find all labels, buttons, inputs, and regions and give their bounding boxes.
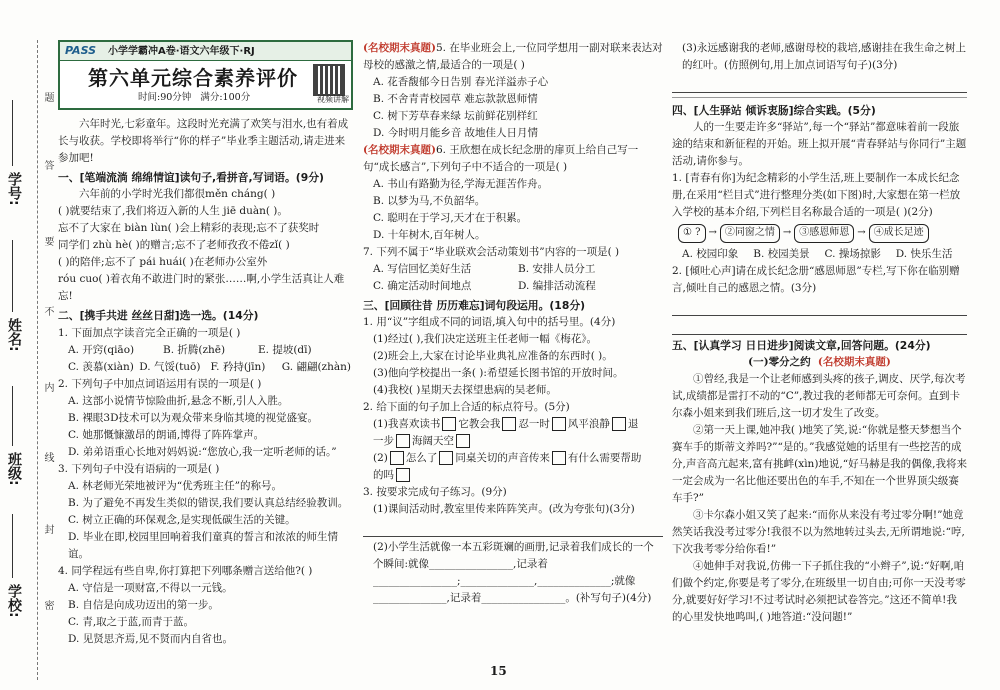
- option[interactable]: B. 裸眼3D技术可以为观众带来身临其境的视觉盛宴。: [68, 411, 318, 424]
- series-label: 小学学霸冲A卷·语文六年级下·RJ: [108, 46, 255, 57]
- fill-item[interactable]: (3)他向学校提出一条( ):希望延长图书馆的开放时间。: [373, 367, 624, 380]
- binding-char: 内: [42, 382, 53, 392]
- option[interactable]: D. 弟弟语重心长地对妈妈说:“您放心,我一定听老师的话。”: [68, 445, 337, 458]
- option-row: [58, 359, 353, 376]
- question: 1. 下面加点字读音完全正确的一项是( ): [58, 326, 241, 339]
- punctuation-line: (2) 怎么了 同桌关切的声音传来 有什么需要帮助: [373, 452, 642, 465]
- column-left: [58, 40, 353, 648]
- fill-item[interactable]: (4)我校( )星期天去探望患病的吴老师。: [373, 384, 557, 397]
- option[interactable]: D. 毕业在即,校园里回响着我们童真的誓言和浓浓的师生情谊。: [68, 530, 339, 560]
- section-5-title: 五、[认真学习 日日进步]阅读文章,回答问题。(24分): [672, 338, 931, 352]
- punct-box[interactable]: [456, 434, 470, 448]
- option[interactable]: D. 十年树木,百年树人。: [373, 229, 486, 241]
- arrow-right-icon: →: [708, 227, 717, 239]
- binding-char: 题: [42, 92, 53, 102]
- option[interactable]: C. 确定活动时间地点: [373, 280, 472, 292]
- section-4-title: 四、[人生驿站 倾诉衷肠]综合实践。(5分): [672, 104, 876, 117]
- option-row: [363, 278, 663, 295]
- flow-node: ②同窗之情: [720, 224, 780, 242]
- question: 1. [青春有你]为纪念精彩的小学生活,班上要制作一本成长纪念册,在采用“栏目式”进行整理分类(如下图)时,大家想在第一栏放入学校的基本介绍,下列栏目名称最合适的一项是( )(2分): [672, 172, 961, 219]
- arrow-right-icon: →: [782, 227, 792, 239]
- option[interactable]: C. 操场掠影: [824, 247, 881, 260]
- cut-line: [37, 40, 38, 680]
- flow-node: ④成长足迹: [869, 224, 929, 242]
- option[interactable]: D. 今时明月能乡音 故地佳人日月情: [373, 127, 539, 139]
- option[interactable]: C. 羡慕(xiàn): [68, 360, 134, 373]
- option[interactable]: A. 花香馥郁今日告别 春光洋溢赤子心: [373, 76, 549, 88]
- question: 2. [倾吐心声]请在成长纪念册“感恩师恩”专栏,写下你在临别赠言,倾吐自己的感恩之情。(3分): [672, 264, 960, 294]
- punct-box[interactable]: [396, 434, 410, 448]
- binding-char: 答: [42, 160, 53, 170]
- option[interactable]: E. 提坡(dī): [258, 343, 312, 356]
- option[interactable]: D. 气馁(tuō): [139, 360, 201, 373]
- passage-paragraph: ②第一天上课,她冲我( )地笑了笑,说:“你就是整天梦想当个赛车手的斯蒂文养吗?”“是的。”我感觉她的话里有一些挖苦的成分,声音高亢起来,富有挑衅(xìn)地说,“好马赫是我的偶像,我将来一定会成为一名比他还要出色的车手,不知在一个世界顶尖级赛车手?”: [672, 424, 967, 505]
- section-2-title: 二、[携手共进 丝丝日甜]选一选。(14分): [58, 309, 259, 323]
- section-4-intro: 人的一生要走许多“驿站”,每一个“驿站”都意味着前一段旅途的结束和新征程的开始。班上拟开展“青春驿站与你同行”主题活动,请你参与。: [672, 121, 967, 168]
- question: (名校期末真题)6. 王欣想在成长纪念册的扉页上给自己写一句“成长感言”,下列句子中不适合的一项是( ): [363, 144, 639, 173]
- column-flowchart: [672, 224, 967, 242]
- sentence-task: (3)永远感谢我的老师,感谢母校的栽培,感谢挂在我生命之树上的红叶。(仿照例句,用上加点词语写句子)(3分): [682, 42, 967, 71]
- qr-code-icon[interactable]: [313, 64, 345, 96]
- option[interactable]: B. 为了避免不再发生类似的错误,我们要认真总结经验教训。: [68, 496, 349, 509]
- student-name-label: 姓名:: [6, 318, 22, 352]
- source-tag: (名校期末真题): [363, 144, 436, 156]
- option[interactable]: A. 林老师光荣地被评为“优秀班主任”的称号。: [68, 479, 282, 492]
- option[interactable]: C. 青,取之于蓝,而青于蓝。: [68, 615, 195, 628]
- option[interactable]: B. 校园美景: [753, 247, 810, 260]
- source-tag: (名校期末真题): [363, 42, 436, 54]
- pinyin-line: róu cuo( )着衣角不敢进门时的紧张……啊,小学生活真让人难忘!: [58, 273, 345, 303]
- question: 3. 按要求完成句子练习。(9分): [363, 486, 507, 499]
- sentence-task[interactable]: (2)小学生活就像一本五彩斑斓的画册,记录着我们成长的一个个瞬间:就像________________,记录着________________;______________,______________;就像______________,记录着________________。(补写句子)(4分): [373, 541, 654, 605]
- school-line[interactable]: [12, 514, 13, 578]
- school-label: 学校:: [6, 584, 22, 618]
- question: 2. 下列句子中加点词语运用有误的一项是( ): [58, 377, 262, 390]
- punct-box[interactable]: [502, 417, 516, 431]
- question: 7. 下列不属于“毕业联欢会活动策划书”内容的一项是( ): [363, 246, 620, 258]
- class-line[interactable]: [12, 386, 13, 446]
- question: 2. 给下面的句子加上合适的标点符号。(5分): [363, 401, 570, 414]
- column-middle: [363, 40, 663, 607]
- answer-line[interactable]: [363, 520, 663, 537]
- option[interactable]: B. 自信是向成功迈出的第一步。: [68, 598, 219, 611]
- title-banner: [58, 40, 353, 110]
- passage-paragraph: ③卡尔森小姐又笑了起来:“而你从来没有考过零分啊!”她竟然笑话我没考过零分!我很不以为然地转过头去,无所谓地说:“哼,下次我考零分给你看!”: [672, 509, 965, 556]
- section-3-title: 三、[回顾往昔 历历难忘]词句段运用。(18分): [363, 299, 586, 312]
- option[interactable]: A. 开窍(qiāo): [68, 343, 135, 356]
- passage-paragraph: ④她伸手对我说,仿佛一下子抓住我的“小辫子”,说:“好啊,咱们做个约定,你要是考了零分,在班级里一切自由;可你一天没考零分,就要好好学习!不过考试时必须把试卷答完。”这还不简单!我的心里发快地鸣叫,( )地答道:“没问题!”: [672, 560, 966, 624]
- option[interactable]: C. 她那慨慷激昂的朗诵,博得了阵阵掌声。: [68, 428, 265, 441]
- question: 1. 用“议”字组成不同的词语,填入句中的括号里。(4分): [363, 316, 616, 329]
- question: 3. 下列句子中没有语病的一项是( ): [58, 462, 220, 475]
- option[interactable]: B. 安排人员分工: [518, 263, 596, 275]
- punct-box[interactable]: [396, 468, 410, 482]
- option[interactable]: A. 校园印象: [682, 247, 739, 260]
- exam-meta: [138, 90, 250, 105]
- binding-char: 要: [42, 236, 53, 246]
- passage-paragraph: ①曾经,我是一个让老师感到头疼的孩子,调皮、厌学,每次考试,成绩都是雷打不动的“C”,教过我的老师都无可奈何。直到卡尔森小姐来到我们班后,这一切才发生了改变。: [672, 373, 966, 420]
- fill-item[interactable]: (2)班会上,大家在讨论毕业典礼应准备的东西时( )。: [373, 350, 613, 363]
- binding-char: 密: [42, 600, 53, 610]
- punct-box[interactable]: [442, 417, 456, 431]
- student-name-line[interactable]: [12, 240, 13, 312]
- binding-char: 不: [42, 306, 53, 316]
- option[interactable]: C. 树下芳草春来绿 坛前鲜花别样红: [373, 110, 538, 122]
- option[interactable]: G. 翩翩(zhàn): [281, 360, 351, 373]
- pinyin-line: 忘不了大家在 biàn lùn( )会上精彩的表现;忘不了获奖时: [58, 222, 320, 235]
- question: 4. 同学程远有些自卑,你打算把下列哪条赠言送给他?( ): [58, 564, 313, 577]
- passage-title: (一)零分之约 (名校期末真题): [748, 356, 891, 369]
- full-score: 满分:100分: [200, 92, 251, 103]
- binding-char: 封: [42, 524, 53, 534]
- punctuation-line: 一步 海阔天空: [363, 433, 663, 450]
- option[interactable]: C. 聪明在于学习,天才在于积累。: [373, 212, 528, 224]
- answer-line[interactable]: [672, 318, 967, 335]
- option[interactable]: D. 快乐生活: [895, 247, 953, 260]
- option[interactable]: A. 守信是一项财富,不得以一元钱。: [68, 581, 233, 594]
- answer-line[interactable]: [672, 299, 967, 316]
- student-id-line[interactable]: [12, 100, 13, 166]
- pinyin-line: ( )就要结束了,我们将迈入新的人生 jiē duàn( )。: [58, 205, 288, 218]
- source-tag: (名校期末真题): [817, 356, 891, 369]
- option[interactable]: D. 编排活动流程: [518, 280, 596, 292]
- binding-strip: [0, 0, 58, 690]
- student-id-label: 学号:: [6, 172, 22, 206]
- punct-box[interactable]: [439, 451, 453, 465]
- column-right: [672, 40, 967, 626]
- page-number: 15: [490, 664, 507, 678]
- answer-line[interactable]: [672, 76, 967, 93]
- option-row: [363, 261, 663, 278]
- flow-node: ① ?: [678, 224, 706, 242]
- punct-box[interactable]: [552, 417, 566, 431]
- pinyin-line: 同学们 zhù hè( )的赠言;忘不了老师孜孜不倦zǐ( ): [58, 239, 290, 252]
- binding-char: 线: [42, 452, 53, 462]
- option[interactable]: A. 写信回忆美好生活: [373, 263, 472, 275]
- pass-logo: PASS: [65, 44, 97, 57]
- sentence-task: (1)课间活动时,教室里传来阵阵笑声。(改为夸张句)(3分): [373, 503, 635, 516]
- arrow-right-icon: →: [857, 227, 866, 239]
- punct-box[interactable]: [390, 451, 404, 465]
- punctuation-line: 的吗: [363, 467, 663, 484]
- flow-node: ③感恩师恩: [794, 224, 854, 242]
- time-limit: 时间:90分钟: [138, 92, 192, 103]
- pinyin-line: ( )的陪伴;忘不了 pái huái( )在老师办公室外: [58, 256, 268, 269]
- intro-text: 六年时光,七彩童年。这段时光充满了欢笑与泪水,也有着成长与收获。学校即将举行“你的样子”毕业季主题活动,请走进来参加吧!: [58, 118, 349, 164]
- pinyin-line: 六年前的小学时光我们都很měn cháng( ): [79, 188, 276, 201]
- punctuation-line: (1)我喜欢读书 它教会我 忍一时 风平浪静 退: [373, 418, 639, 431]
- option-row: [58, 342, 353, 359]
- question: (名校期末真题)5. 在毕业班会上,一位同学想用一副对联来表达对母校的感激之情,最适合的一项是( ): [363, 42, 663, 71]
- option[interactable]: C. 树立正确的环保观念,是实现低碳生活的关键。: [68, 513, 296, 526]
- class-label: 班级:: [6, 452, 22, 486]
- page-title: 第六单元综合素养评价: [88, 66, 298, 90]
- section-1-title: 一、[笔端流淌 绵绵情谊]读句子,看拼音,写词语。(9分): [58, 171, 324, 184]
- option[interactable]: B. 不舍青青校园草 难忘款款恩师情: [373, 93, 538, 105]
- option-row: [672, 246, 967, 263]
- punct-box[interactable]: [612, 417, 626, 431]
- option[interactable]: B. 以梦为马,不负韶华。: [373, 195, 486, 207]
- option[interactable]: D. 见贤思齐焉,见不贤而内自省也。: [68, 632, 234, 645]
- option[interactable]: A. 书山有路勤为径,学海无涯苦作舟。: [373, 178, 549, 190]
- option[interactable]: A. 这部小说情节惊险曲折,悬念不断,引人入胜。: [68, 394, 289, 407]
- punct-box[interactable]: [552, 451, 566, 465]
- divider: [672, 97, 967, 98]
- option[interactable]: B. 折腾(zhē): [163, 343, 226, 356]
- option[interactable]: F. 矜持(jīn): [210, 360, 266, 373]
- qr-label: 视频讲解: [317, 95, 349, 104]
- fill-item[interactable]: (1)经过( ),我们决定送班主任老师一幅《梅花》。: [373, 333, 597, 346]
